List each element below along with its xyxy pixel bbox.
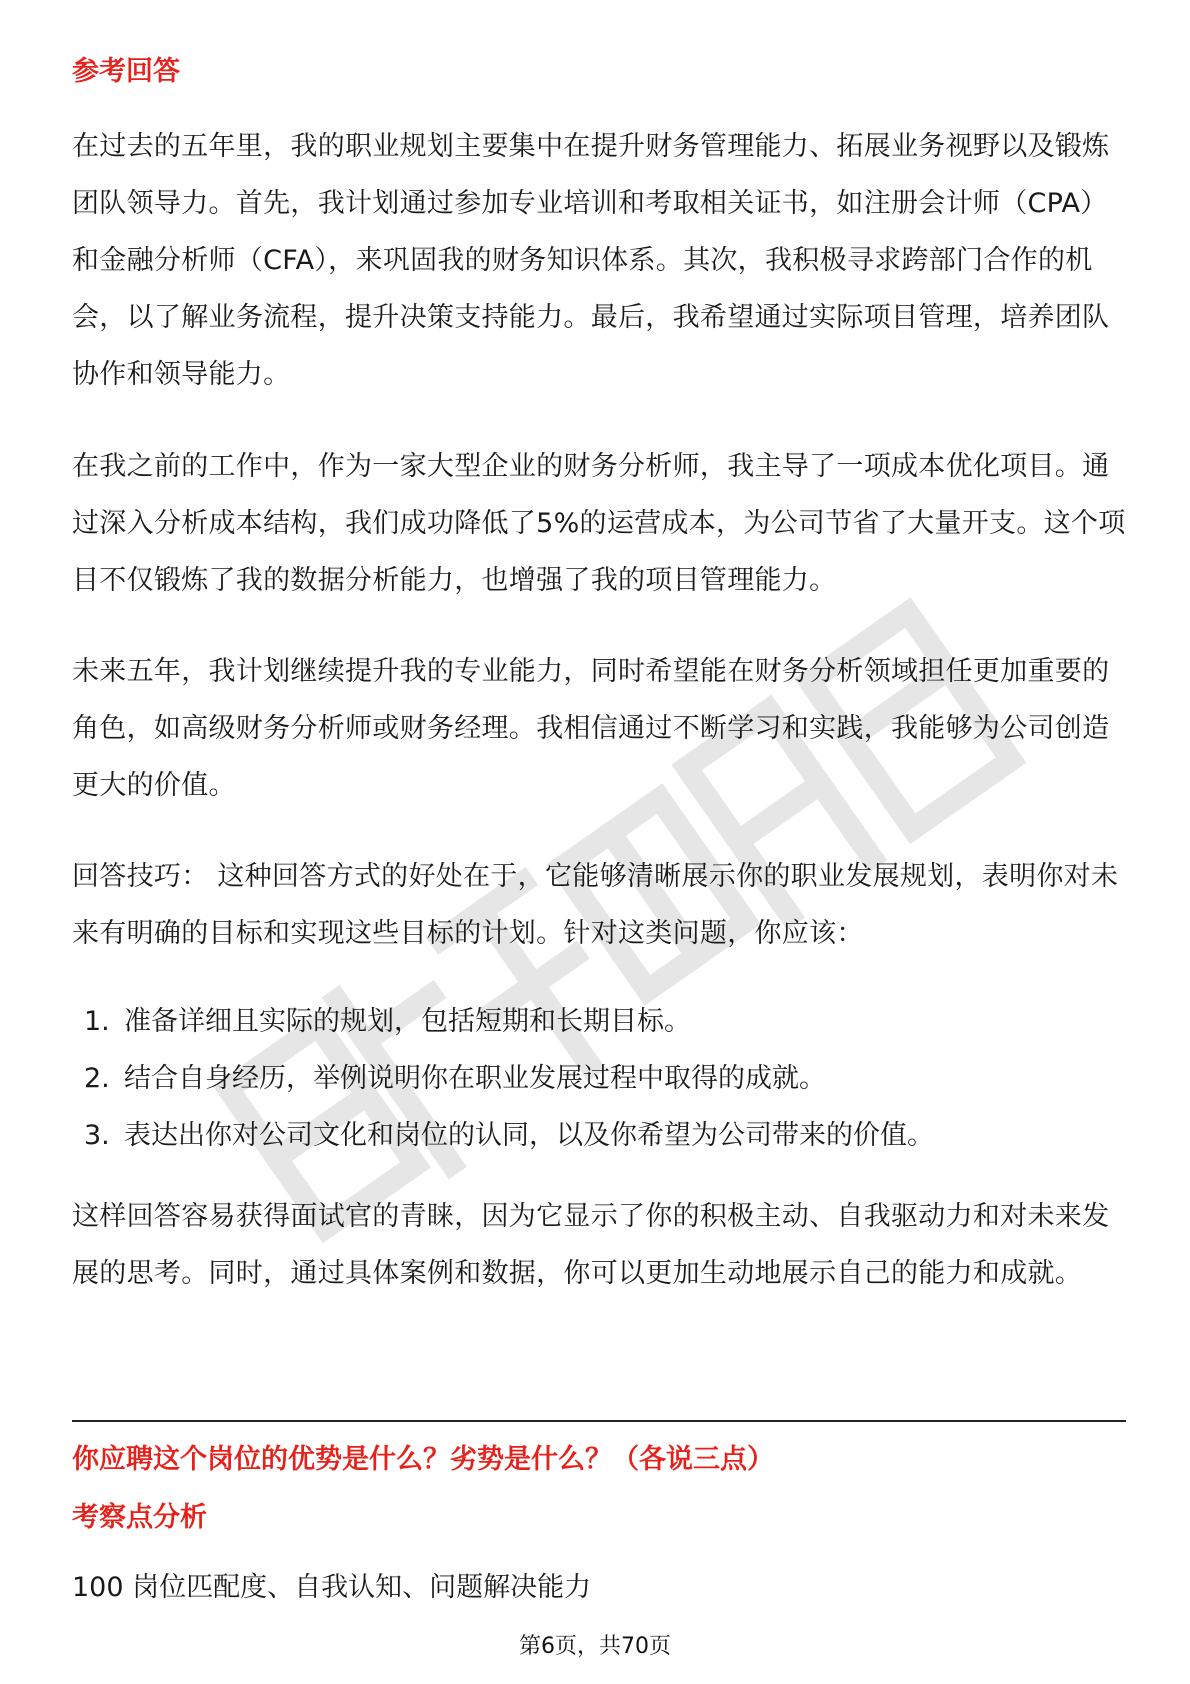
page-number-footer: 第6页，共70页 bbox=[519, 1634, 671, 1659]
list-item-text: 表达出你对公司文化和岗位的认同，以及你希望为公司带来的价值。 bbox=[124, 1120, 934, 1151]
reference-answer-heading: 参考回答 bbox=[72, 56, 180, 87]
list-item-number: 3. bbox=[84, 1120, 110, 1151]
list-item bbox=[84, 1050, 1124, 1107]
tips-intro-paragraph: 回答技巧： 这种回答方式的好处在于，它能够清晰展示你的职业发展规划，表明你对未来有明确的目标和实现这些目标的计划。针对这类问题，你应该： bbox=[72, 861, 1119, 949]
analysis-heading: 考察点分析 bbox=[72, 1502, 207, 1533]
list-item-number: 2. bbox=[84, 1063, 110, 1094]
list-item-text: 结合自身经历，举例说明你在职业发展过程中取得的成就。 bbox=[124, 1063, 826, 1094]
conclusion-paragraph: 这样回答容易获得面试官的青睐，因为它显示了你的积极主动、自我驱动力和对未来发展的思考。同时，通过具体案例和数据，你可以更加生动地展示自己的能力和成就。 bbox=[72, 1201, 1110, 1289]
list-item-number: 1. bbox=[84, 1006, 110, 1037]
answer-paragraph-2: 在我之前的工作中，作为一家大型企业的财务分析师，我主导了一项成本优化项目。通过深入分析成本结构，我们成功降低了5%的运营成本，为公司节省了大量开支。这个项目不仅锻炼了我的数据分析能力，也增强了我的项目管理能力。 bbox=[72, 451, 1126, 596]
list-item-text: 准备详细且实际的规划，包括短期和长期目标。 bbox=[124, 1006, 691, 1037]
list-item bbox=[84, 1107, 1124, 1164]
section-divider bbox=[72, 1420, 1126, 1422]
answer-paragraph-1: 在过去的五年里，我的职业规划主要集中在提升财务管理能力、拓展业务视野以及锻炼团队领导力。首先，我计划通过参加专业培训和考取相关证书，如注册会计师（CPA）和金融分析师（CFA），来巩固我的财务知识体系。其次，我积极寻求跨部门合作的机会，以了解业务流程，提升决策支持能力。最后，我希望通过实际项目管理，培养团队协作和领导能力。 bbox=[72, 131, 1110, 390]
tips-list bbox=[84, 993, 1124, 1164]
analysis-text: 100 岗位匹配度、自我认知、问题解决能力 bbox=[72, 1572, 592, 1603]
answer-paragraph-3: 未来五年，我计划继续提升我的专业能力，同时希望能在财务分析领域担任更加重要的角色，如高级财务分析师或财务经理。我相信通过不断学习和实践，我能够为公司创造更大的价值。 bbox=[72, 656, 1110, 801]
list-item bbox=[84, 993, 1124, 1050]
question-title: 你应聘这个岗位的优势是什么？劣势是什么？（各说三点） bbox=[72, 1444, 774, 1475]
